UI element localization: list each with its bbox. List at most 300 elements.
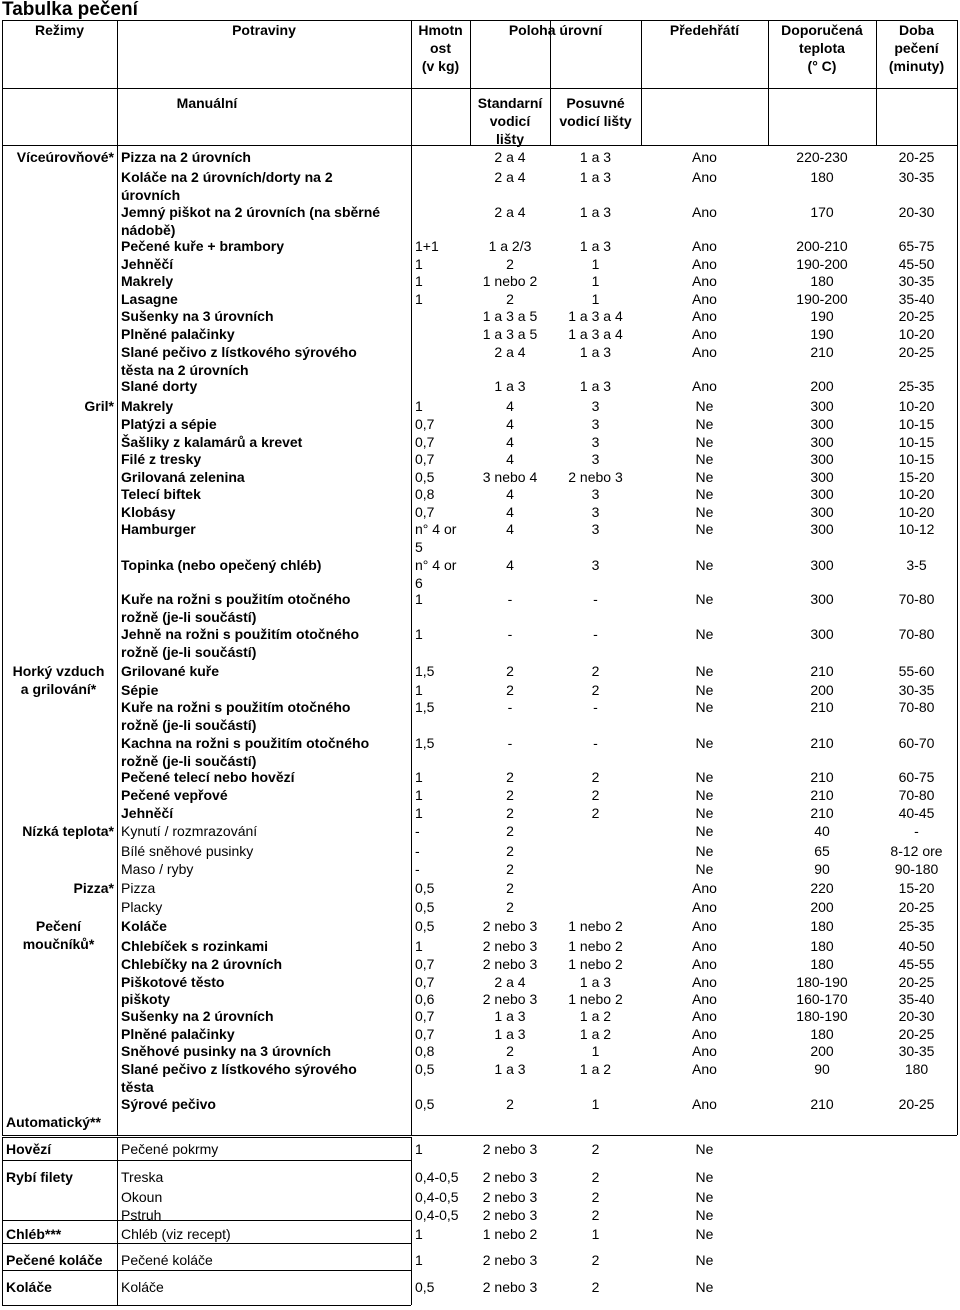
sliding-guide-cell: 3 xyxy=(591,434,600,450)
weight-cell: 0,4-0,5 xyxy=(415,1207,459,1223)
temperature-cell: 300 xyxy=(810,451,834,467)
preheat-cell: Ne xyxy=(695,735,714,751)
preheat-cell: Ano xyxy=(692,308,717,324)
weight-cell: 0,7 xyxy=(415,434,435,450)
food-cell: Pečené koláče xyxy=(121,1252,213,1268)
weight-cell: 0,7 xyxy=(415,956,435,972)
weight-cell: - xyxy=(415,823,420,839)
sliding-guide-cell: 1 nebo 2 xyxy=(568,956,623,972)
preheat-cell: Ano xyxy=(692,273,717,289)
standard-guide-cell: 2 xyxy=(506,682,514,698)
preheat-cell: Ano xyxy=(692,238,717,254)
preheat-cell: Ne xyxy=(695,787,714,803)
sliding-guide-cell: 1 a 3 xyxy=(579,344,612,360)
food-cell: Jemný piškot na 2 úrovních (na sběrné nádobě) xyxy=(121,204,381,238)
mode-label: Horký vzduch a grilování* xyxy=(12,663,105,697)
temperature-cell: 210 xyxy=(810,663,834,679)
sliding-guide-cell: 2 xyxy=(591,663,600,679)
food-cell: Slané dorty xyxy=(121,378,198,394)
weight-cell: 0,7 xyxy=(415,1008,435,1024)
weight-cell: 0,4-0,5 xyxy=(415,1189,459,1205)
preheat-cell: Ne xyxy=(695,663,714,679)
weight-cell: 0,4-0,5 xyxy=(415,1169,459,1185)
sliding-guide-cell: 3 xyxy=(591,521,600,537)
preheat-cell: Ano xyxy=(692,899,717,915)
time-cell: 20-25 xyxy=(898,1096,935,1112)
preheat-cell: Ne xyxy=(695,591,714,607)
time-cell: 20-30 xyxy=(898,204,935,220)
sliding-guide-cell: 1 a 2 xyxy=(579,1026,612,1042)
sliding-guide-cell: 2 nebo 3 xyxy=(568,469,623,485)
preheat-cell: Ano xyxy=(692,204,717,220)
weight-cell: n° 4 or 5 xyxy=(415,521,457,555)
temperature-cell: 190 xyxy=(810,326,834,342)
food-cell: Pečené telecí nebo hovězí xyxy=(121,769,295,785)
preheat-cell: Ne xyxy=(695,626,714,642)
preheat-cell: Ne xyxy=(695,1141,714,1157)
temperature-cell: 170 xyxy=(810,204,834,220)
time-cell: 40-45 xyxy=(898,805,935,821)
standard-guide-cell: - xyxy=(507,735,513,751)
weight-cell: 1,5 xyxy=(415,735,435,751)
food-cell: Pizza na 2 úrovních xyxy=(121,149,251,165)
food-cell: Kynutí / rozmrazování xyxy=(121,823,258,839)
mode-label: Pečené koláče xyxy=(6,1252,103,1268)
time-cell: 20-25 xyxy=(898,149,935,165)
temperature-cell: 190-200 xyxy=(796,291,848,307)
standard-guide-cell: 2 a 4 xyxy=(494,149,526,165)
standard-guide-cell: 2 xyxy=(506,787,514,803)
header-temp: Doporučená teplota (° C) xyxy=(781,22,863,74)
preheat-cell: Ano xyxy=(692,1096,717,1112)
sliding-guide-cell: 1 a 2 xyxy=(579,1008,612,1024)
weight-cell: 1 xyxy=(415,938,423,954)
food-cell: Pstruh xyxy=(121,1207,162,1223)
sliding-guide-cell: - xyxy=(593,699,598,715)
temperature-cell: 200 xyxy=(810,1043,834,1059)
preheat-cell: Ano xyxy=(692,956,717,972)
standard-guide-cell: 3 nebo 4 xyxy=(482,469,538,485)
sliding-guide-cell: 1 a 3 xyxy=(579,378,612,394)
grid-line xyxy=(957,20,958,145)
grid-line xyxy=(2,1305,411,1306)
preheat-cell: Ne xyxy=(695,1252,714,1268)
food-cell: Pečené vepřové xyxy=(121,787,228,803)
food-cell: Lasagne xyxy=(121,291,178,307)
temperature-cell: 300 xyxy=(810,521,834,537)
time-cell: 180 xyxy=(904,1061,929,1077)
sliding-guide-cell: 1 nebo 2 xyxy=(568,918,623,934)
grid-line xyxy=(411,145,412,1135)
time-cell: 10-20 xyxy=(898,326,935,342)
standard-guide-cell: 4 xyxy=(506,521,514,537)
food-cell: Treska xyxy=(121,1169,164,1185)
temperature-cell: 190-200 xyxy=(796,256,848,272)
weight-cell: 1 xyxy=(415,1226,423,1242)
weight-cell: 0,7 xyxy=(415,974,435,990)
preheat-cell: Ano xyxy=(692,344,717,360)
weight-cell: 0,5 xyxy=(415,469,435,485)
grid-line xyxy=(2,1135,957,1136)
sliding-guide-cell: 1 a 3 xyxy=(579,204,612,220)
food-cell: Bílé sněhové pusinky xyxy=(121,843,254,859)
preheat-cell: Ano xyxy=(692,918,717,934)
time-cell: 10-20 xyxy=(898,398,935,414)
standard-guide-cell: 2 a 4 xyxy=(494,974,526,990)
grid-line xyxy=(957,145,958,1135)
sliding-guide-cell: 2 xyxy=(591,1189,600,1205)
time-cell: 25-35 xyxy=(898,918,935,934)
standard-guide-cell: 2 nebo 3 xyxy=(482,1279,538,1295)
food-cell: Okoun xyxy=(121,1189,163,1205)
standard-guide-cell: 2 xyxy=(506,256,514,272)
standard-guide-cell: 4 xyxy=(506,504,514,520)
time-cell: 20-25 xyxy=(898,1026,935,1042)
time-cell: 20-25 xyxy=(898,899,935,915)
standard-guide-cell: 2 nebo 3 xyxy=(482,918,538,934)
time-cell: 45-55 xyxy=(898,956,935,972)
time-cell: 70-80 xyxy=(898,699,935,715)
standard-guide-cell: 4 xyxy=(506,434,514,450)
sliding-guide-cell: 1 a 3 xyxy=(579,149,612,165)
food-cell: Grilovaná zelenina xyxy=(121,469,245,485)
sliding-guide-cell: 1 nebo 2 xyxy=(568,938,623,954)
sliding-guide-cell: 2 xyxy=(591,1252,600,1268)
preheat-cell: Ne xyxy=(695,398,714,414)
standard-guide-cell: 1 nebo 2 xyxy=(482,1226,538,1242)
sliding-guide-cell: 2 xyxy=(591,1169,600,1185)
standard-guide-cell: 2 xyxy=(506,291,514,307)
preheat-cell: Ne xyxy=(695,451,714,467)
preheat-cell: Ne xyxy=(695,861,714,877)
standard-guide-cell: 4 xyxy=(506,416,514,432)
sliding-guide-cell: 3 xyxy=(591,416,600,432)
temperature-cell: 180 xyxy=(810,273,834,289)
preheat-cell: Ne xyxy=(695,1169,714,1185)
time-cell: 10-15 xyxy=(898,416,935,432)
weight-cell: 0,5 xyxy=(415,918,435,934)
sliding-guide-cell: - xyxy=(593,626,598,642)
sliding-guide-cell: 1 a 3 xyxy=(579,974,612,990)
time-cell: 15-20 xyxy=(898,880,935,896)
weight-cell: - xyxy=(415,843,420,859)
grid-line xyxy=(411,1160,412,1305)
weight-cell: 0,5 xyxy=(415,1096,435,1112)
temperature-cell: 210 xyxy=(810,1096,834,1112)
temperature-cell: 180-190 xyxy=(796,974,848,990)
weight-cell: n° 4 or 6 xyxy=(415,557,457,591)
food-cell: Chléb (viz recept) xyxy=(121,1226,231,1242)
weight-cell: 1 xyxy=(415,769,423,785)
sliding-guide-cell: 3 xyxy=(591,486,600,502)
weight-cell: 0,6 xyxy=(415,991,435,1007)
food-cell: Plněné palačinky xyxy=(121,1026,235,1042)
food-cell: Jehněčí xyxy=(121,256,174,272)
time-cell: 3-5 xyxy=(906,557,927,573)
grid-line xyxy=(2,1270,411,1271)
time-cell: 70-80 xyxy=(898,626,935,642)
temperature-cell: 220-230 xyxy=(796,149,848,165)
food-cell: Hamburger xyxy=(121,521,196,537)
weight-cell: - xyxy=(415,861,420,877)
standard-guide-cell: 1 a 3 xyxy=(494,378,526,394)
standard-guide-cell: 2 xyxy=(506,880,514,896)
preheat-cell: Ne xyxy=(695,486,714,502)
temperature-cell: 180 xyxy=(810,169,834,185)
time-cell: 20-25 xyxy=(898,344,935,360)
standard-guide-cell: 2 nebo 3 xyxy=(482,991,538,1007)
header-time: Doba pečení (minuty) xyxy=(888,22,945,74)
time-cell: 10-20 xyxy=(898,504,935,520)
standard-guide-cell: 2 nebo 3 xyxy=(482,1169,538,1185)
temperature-cell: 210 xyxy=(810,699,834,715)
sliding-guide-cell: 1 a 3 a 4 xyxy=(568,326,623,342)
weight-cell: 0,5 xyxy=(415,899,435,915)
preheat-cell: Ano xyxy=(692,378,717,394)
sliding-guide-cell: 1 xyxy=(591,256,600,272)
standard-guide-cell: 2 nebo 3 xyxy=(482,1141,538,1157)
weight-cell: 1 xyxy=(415,805,423,821)
temperature-cell: 180 xyxy=(810,938,834,954)
food-cell: Sušenky na 2 úrovních xyxy=(121,1008,274,1024)
temperature-cell: 200-210 xyxy=(796,238,848,254)
header-mode: Režimy xyxy=(34,22,85,38)
sliding-guide-cell: 2 xyxy=(591,1207,600,1223)
time-cell: 60-75 xyxy=(898,769,935,785)
sliding-guide-cell: 2 xyxy=(591,1141,600,1157)
time-cell: 55-60 xyxy=(898,663,935,679)
food-cell: Telecí biftek xyxy=(121,486,201,502)
food-cell: Jehněčí xyxy=(121,805,174,821)
time-cell: 70-80 xyxy=(898,787,935,803)
mode-label: Chléb*** xyxy=(6,1226,62,1242)
temperature-cell: 180 xyxy=(810,918,834,934)
preheat-cell: Ano xyxy=(692,880,717,896)
standard-guide-cell: 1 nebo 2 xyxy=(482,273,538,289)
food-cell: Grilované kuře xyxy=(121,663,220,679)
standard-guide-cell: 1 a 2/3 xyxy=(488,238,532,254)
temperature-cell: 300 xyxy=(810,626,834,642)
mode-label: Rybí filety xyxy=(6,1169,73,1185)
time-cell: 20-30 xyxy=(898,1008,935,1024)
sliding-guide-cell: 3 xyxy=(591,451,600,467)
preheat-cell: Ano xyxy=(692,974,717,990)
time-cell: 10-20 xyxy=(898,486,935,502)
time-cell: 10-12 xyxy=(898,521,935,537)
header-food: Potraviny xyxy=(232,22,296,38)
temperature-cell: 190 xyxy=(810,308,834,324)
weight-cell: 0,7 xyxy=(415,416,435,432)
preheat-cell: Ne xyxy=(695,823,714,839)
weight-cell: 1 xyxy=(415,1141,423,1157)
preheat-cell: Ne xyxy=(695,557,714,573)
preheat-cell: Ne xyxy=(695,469,714,485)
sliding-guide-cell: 1 a 3 a 4 xyxy=(568,308,623,324)
temperature-cell: 210 xyxy=(810,769,834,785)
standard-guide-cell: 2 xyxy=(506,861,514,877)
weight-cell: 1 xyxy=(415,398,423,414)
standard-guide-cell: 2 a 4 xyxy=(494,169,526,185)
food-cell: Placky xyxy=(121,899,163,915)
temperature-cell: 90 xyxy=(814,861,830,877)
mode-label: Koláče xyxy=(6,1279,52,1295)
header-preheat: Předehřátí xyxy=(669,22,740,38)
temperature-cell: 300 xyxy=(810,486,834,502)
standard-guide-cell: 2 nebo 3 xyxy=(482,1189,538,1205)
food-cell: Makrely xyxy=(121,273,174,289)
preheat-cell: Ano xyxy=(692,1008,717,1024)
preheat-cell: Ne xyxy=(695,682,714,698)
time-cell: 30-35 xyxy=(898,273,935,289)
time-cell: 70-80 xyxy=(898,591,935,607)
sliding-guide-cell: 1 xyxy=(591,273,600,289)
mode-label: Pečení moučníků* xyxy=(22,918,95,952)
standard-guide-cell: 1 a 3 a 5 xyxy=(482,326,538,342)
preheat-cell: Ano xyxy=(692,326,717,342)
mode-label: Automatický** xyxy=(6,1114,101,1130)
sliding-guide-cell: 1 a 3 xyxy=(579,169,612,185)
time-cell: 8-12 ore xyxy=(890,843,943,859)
preheat-cell: Ne xyxy=(695,769,714,785)
weight-cell: 1 xyxy=(415,626,423,642)
sliding-guide-cell: - xyxy=(593,591,598,607)
temperature-cell: 200 xyxy=(810,682,834,698)
preheat-cell: Ano xyxy=(692,256,717,272)
preheat-cell: Ne xyxy=(695,416,714,432)
temperature-cell: 210 xyxy=(810,787,834,803)
temperature-cell: 90 xyxy=(814,1061,830,1077)
standard-guide-cell: 4 xyxy=(506,398,514,414)
food-cell: Pečené kuře + brambory xyxy=(121,238,285,254)
standard-guide-cell: 4 xyxy=(506,557,514,573)
header-level: Poloha úrovní xyxy=(508,22,603,38)
temperature-cell: 300 xyxy=(810,504,834,520)
food-cell: Kuře na rožni s použitím otočného rožně (je-li součástí) xyxy=(121,699,351,733)
time-cell: 30-35 xyxy=(898,682,935,698)
temperature-cell: 300 xyxy=(810,434,834,450)
weight-cell: 0,5 xyxy=(415,1279,435,1295)
temperature-cell: 300 xyxy=(810,416,834,432)
standard-guide-cell: 2 xyxy=(506,1043,514,1059)
preheat-cell: Ano xyxy=(692,991,717,1007)
time-cell: 25-35 xyxy=(898,378,935,394)
weight-cell: 1 xyxy=(415,1252,423,1268)
time-cell: 45-50 xyxy=(898,256,935,272)
time-cell: 30-35 xyxy=(898,1043,935,1059)
header-standard-guides: Standarní vodicí lišty xyxy=(477,95,543,147)
weight-cell: 0,7 xyxy=(415,451,435,467)
food-cell: Platýzi a sépie xyxy=(121,416,217,432)
standard-guide-cell: 2 xyxy=(506,805,514,821)
preheat-cell: Ne xyxy=(695,521,714,537)
weight-cell: 1,5 xyxy=(415,663,435,679)
standard-guide-cell: 2 xyxy=(506,663,514,679)
weight-cell: 1 xyxy=(415,273,423,289)
weight-cell: 1 xyxy=(415,682,423,698)
time-cell: 90-180 xyxy=(894,861,939,877)
sliding-guide-cell: 1 xyxy=(591,1096,600,1112)
standard-guide-cell: 1 a 3 xyxy=(494,1026,526,1042)
sliding-guide-cell: 2 xyxy=(591,805,600,821)
temperature-cell: 40 xyxy=(814,823,830,839)
food-cell: Plněné palačinky xyxy=(121,326,235,342)
weight-cell: 0,5 xyxy=(415,880,435,896)
sliding-guide-cell: 1 a 3 xyxy=(579,238,612,254)
standard-guide-cell: 2 xyxy=(506,1096,514,1112)
temperature-cell: 300 xyxy=(810,591,834,607)
sliding-guide-cell: 2 xyxy=(591,787,600,803)
time-cell: 15-20 xyxy=(898,469,935,485)
food-cell: Koláče xyxy=(121,1279,164,1295)
food-cell: Sněhové pusinky na 3 úrovních xyxy=(121,1043,332,1059)
grid-line xyxy=(2,88,957,89)
grid-line xyxy=(2,1243,411,1244)
food-cell: Kuře na rožni s použitím otočného rožně (je-li součástí) xyxy=(121,591,351,625)
preheat-cell: Ne xyxy=(695,434,714,450)
preheat-cell: Ne xyxy=(695,1207,714,1223)
sliding-guide-cell: 1 nebo 2 xyxy=(568,991,623,1007)
sliding-guide-cell: 2 xyxy=(591,1279,600,1295)
standard-guide-cell: 2 xyxy=(506,843,514,859)
time-cell: 20-25 xyxy=(898,974,935,990)
sliding-guide-cell: 1 xyxy=(591,291,600,307)
temperature-cell: 160-170 xyxy=(796,991,848,1007)
temperature-cell: 200 xyxy=(810,899,834,915)
standard-guide-cell: 2 nebo 3 xyxy=(482,1207,538,1223)
preheat-cell: Ano xyxy=(692,1043,717,1059)
header-sliding-guides: Posuvné vodicí lišty xyxy=(559,95,632,129)
time-cell: 60-70 xyxy=(898,735,935,751)
sliding-guide-cell: 1 xyxy=(591,1043,600,1059)
temperature-cell: 180 xyxy=(810,1026,834,1042)
food-cell: Slané pečivo z lístkového sýrového těsta xyxy=(121,1061,357,1095)
grid-line xyxy=(2,1160,411,1161)
food-cell: Šašliky z kalamárů a krevet xyxy=(121,434,303,450)
food-cell: Pečené pokrmy xyxy=(121,1141,219,1157)
food-cell: Slané pečivo z lístkového sýrového těsta na 2 úrovních xyxy=(121,344,357,378)
standard-guide-cell: 2 a 4 xyxy=(494,204,526,220)
time-cell: 10-15 xyxy=(898,451,935,467)
food-cell: Jehně na rožni s použitím otočného rožně (je-li součástí) xyxy=(121,626,360,660)
preheat-cell: Ano xyxy=(692,169,717,185)
preheat-cell: Ano xyxy=(692,291,717,307)
grid-line xyxy=(2,1160,3,1305)
food-cell: Maso / ryby xyxy=(121,861,194,877)
food-cell: Piškotové těsto xyxy=(121,974,225,990)
food-cell: Makrely xyxy=(121,398,174,414)
standard-guide-cell: 2 nebo 3 xyxy=(482,1252,538,1268)
temperature-cell: 300 xyxy=(810,557,834,573)
header-manual: Manuální xyxy=(176,95,238,111)
standard-guide-cell: 4 xyxy=(506,486,514,502)
preheat-cell: Ano xyxy=(692,1026,717,1042)
preheat-cell: Ne xyxy=(695,504,714,520)
food-cell: Topinka (nebo opečený chléb) xyxy=(121,557,322,573)
food-cell: Kachna na rožni s použitím otočného rožně (je-li součástí) xyxy=(121,735,370,769)
weight-cell: 1 xyxy=(415,787,423,803)
grid-line xyxy=(2,1137,411,1138)
food-cell: Sušenky na 3 úrovních xyxy=(121,308,274,324)
time-cell: 40-50 xyxy=(898,938,935,954)
standard-guide-cell: 2 nebo 3 xyxy=(482,956,538,972)
time-cell: 35-40 xyxy=(898,291,935,307)
food-cell: Klobásy xyxy=(121,504,176,520)
header-weight: Hmotn ost (v kg) xyxy=(418,22,463,74)
food-cell: Koláče xyxy=(121,918,167,934)
preheat-cell: Ne xyxy=(695,1226,714,1242)
sliding-guide-cell: 3 xyxy=(591,398,600,414)
temperature-cell: 180 xyxy=(810,956,834,972)
